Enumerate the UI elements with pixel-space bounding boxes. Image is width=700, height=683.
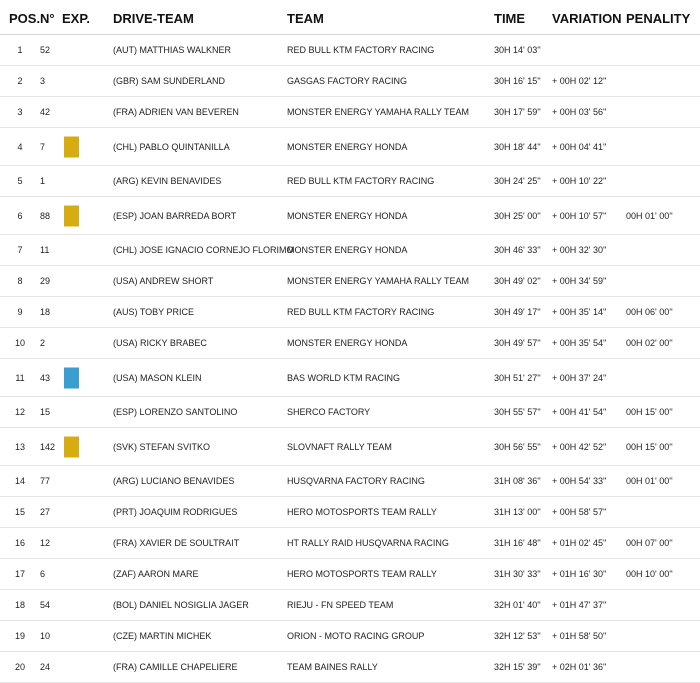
time-cell: 30H 25' 00''	[494, 210, 541, 221]
bib-number-cell: 3	[40, 76, 46, 86]
team-cell: HUSQVARNA FACTORY RACING	[287, 476, 425, 486]
penality-cell: 00H 01' 00''	[626, 210, 673, 221]
bib-number-cell: 6	[40, 569, 46, 579]
team-cell: HERO MOTOSPORTS TEAM RALLY	[287, 507, 437, 517]
variation-cell: + 02H 01' 36''	[552, 662, 607, 672]
team-cell: BAS WORLD KTM RACING	[287, 372, 401, 383]
experience-badge	[64, 205, 79, 226]
driver-cell: (ESP) JOAN BARREDA BORT	[113, 210, 237, 221]
driver-cell: (SVK) STEFAN SVITKO	[113, 441, 211, 452]
table-row[interactable]	[0, 397, 700, 428]
position-cell: 10	[14, 338, 25, 348]
table-row[interactable]	[0, 97, 700, 128]
driver-cell: (FRA) ADRIEN VAN BEVEREN	[113, 107, 239, 117]
table-row[interactable]	[0, 328, 700, 359]
time-cell: 30H 18' 44''	[494, 141, 541, 152]
time-cell: 31H 16' 48''	[494, 538, 541, 548]
position-cell: 18	[14, 600, 25, 610]
header-pos[interactable]: POS.	[9, 11, 41, 26]
driver-cell: (AUS) TOBY PRICE	[113, 307, 195, 317]
bib-number-cell: 18	[40, 307, 51, 317]
variation-cell: + 00H 10' 57''	[552, 210, 607, 221]
team-cell: MONSTER ENERGY YAMAHA RALLY TEAM	[287, 107, 470, 117]
bib-number-cell: 77	[40, 476, 51, 486]
position-cell: 14	[14, 476, 25, 486]
table-row[interactable]	[0, 128, 700, 166]
driver-cell: (USA) ANDREW SHORT	[113, 276, 214, 286]
team-cell: HERO MOTOSPORTS TEAM RALLY	[287, 569, 437, 579]
experience-badge	[64, 136, 79, 157]
driver-cell: (ESP) LORENZO SANTOLINO	[113, 407, 238, 417]
position-cell: 13	[14, 441, 25, 452]
variation-cell: + 00H 54' 33''	[552, 476, 607, 486]
penality-cell: 00H 15' 00''	[626, 441, 673, 452]
variation-cell: + 00H 42' 52''	[552, 441, 607, 452]
team-cell: MONSTER ENERGY HONDA	[287, 338, 408, 348]
team-cell: RED BULL KTM FACTORY RACING	[287, 307, 435, 317]
time-cell: 32H 12' 53''	[494, 631, 541, 641]
driver-cell: (FRA) CAMILLE CHAPELIERE	[113, 662, 238, 672]
time-cell: 30H 24' 25''	[494, 176, 541, 186]
team-cell: GASGAS FACTORY RACING	[287, 76, 408, 86]
variation-cell: + 00H 35' 54''	[552, 338, 607, 348]
time-cell: 31H 13' 00''	[494, 507, 541, 517]
driver-cell: (CHL) PABLO QUINTANILLA	[113, 141, 230, 152]
penality-cell: 00H 10' 00''	[626, 569, 673, 579]
table-row[interactable]	[0, 590, 700, 621]
variation-cell: + 00H 35' 14''	[552, 307, 607, 317]
team-cell: RED BULL KTM FACTORY RACING	[287, 45, 435, 55]
bib-number-cell: 2	[40, 338, 46, 348]
header-variation[interactable]: VARIATION	[552, 11, 622, 26]
bib-number-cell: 29	[40, 276, 51, 286]
position-cell: 20	[14, 662, 25, 672]
driver-cell: (FRA) XAVIER DE SOULTRAIT	[113, 538, 240, 548]
table-row[interactable]	[0, 359, 700, 397]
variation-cell: + 01H 58' 50''	[552, 631, 607, 641]
penality-cell: 00H 15' 00''	[626, 407, 673, 417]
driver-cell: (AUT) MATTHIAS WALKNER	[113, 45, 232, 55]
variation-cell: + 00H 02' 12''	[552, 76, 607, 86]
time-cell: 31H 30' 33''	[494, 569, 541, 579]
position-cell: 8	[17, 276, 23, 286]
time-cell: 30H 49' 57''	[494, 338, 541, 348]
bib-number-cell: 24	[40, 662, 51, 672]
driver-cell: (USA) RICKY BRABEC	[113, 338, 207, 348]
variation-cell: + 00H 41' 54''	[552, 407, 607, 417]
variation-cell: + 01H 47' 37''	[552, 600, 607, 610]
position-cell: 5	[17, 176, 23, 186]
team-cell: MONSTER ENERGY HONDA	[287, 245, 408, 255]
header-number[interactable]: N°	[40, 11, 55, 26]
team-cell: MONSTER ENERGY YAMAHA RALLY TEAM	[287, 276, 470, 286]
time-cell: 32H 15' 39''	[494, 662, 541, 672]
team-cell: SHERCO FACTORY	[287, 407, 371, 417]
team-cell: TEAM BAINES RALLY	[287, 662, 378, 672]
variation-cell: + 00H 10' 22''	[552, 176, 607, 186]
time-cell: 30H 16' 15''	[494, 76, 541, 86]
team-cell: RIEJU - FN SPEED TEAM	[287, 600, 394, 610]
time-cell: 30H 49' 02''	[494, 276, 541, 286]
table-row[interactable]	[0, 197, 700, 235]
table-row[interactable]	[0, 621, 700, 652]
position-cell: 12	[14, 407, 25, 417]
header-exp[interactable]: EXP.	[62, 11, 90, 26]
table-row[interactable]	[0, 428, 700, 466]
position-cell: 19	[14, 631, 25, 641]
bib-number-cell: 142	[40, 441, 56, 452]
time-cell: 30H 51' 27''	[494, 372, 541, 383]
position-cell: 9	[17, 307, 23, 317]
driver-cell: (GBR) SAM SUNDERLAND	[113, 76, 226, 86]
header-penality[interactable]: PENALITY	[626, 11, 691, 26]
penality-cell: 00H 02' 00''	[626, 338, 673, 348]
table-row[interactable]	[0, 297, 700, 328]
header-team[interactable]: TEAM	[287, 11, 324, 26]
team-cell: ORION - MOTO RACING GROUP	[287, 631, 425, 641]
bib-number-cell: 43	[40, 372, 51, 383]
position-cell: 17	[14, 569, 25, 579]
variation-cell: + 00H 34' 59''	[552, 276, 607, 286]
team-cell: MONSTER ENERGY HONDA	[287, 141, 408, 152]
position-cell: 6	[17, 210, 23, 221]
table-row[interactable]	[0, 166, 700, 197]
penality-cell: 00H 07' 00''	[626, 538, 673, 548]
driver-cell: (CZE) MARTIN MICHEK	[113, 631, 212, 641]
position-cell: 7	[17, 245, 23, 255]
position-cell: 4	[17, 141, 23, 152]
table-row[interactable]	[0, 652, 700, 683]
bib-number-cell: 15	[40, 407, 51, 417]
position-cell: 3	[17, 107, 23, 117]
table-row[interactable]	[0, 466, 700, 497]
table-body	[0, 35, 700, 683]
position-cell: 15	[14, 507, 25, 517]
time-cell: 30H 17' 59''	[494, 107, 541, 117]
header-time[interactable]: TIME	[494, 11, 526, 26]
time-cell: 30H 14' 03''	[494, 45, 541, 55]
variation-cell: + 00H 32' 30''	[552, 245, 607, 255]
bib-number-cell: 12	[40, 538, 51, 548]
position-cell: 2	[17, 76, 23, 86]
team-cell: RED BULL KTM FACTORY RACING	[287, 176, 435, 186]
bib-number-cell: 52	[40, 45, 51, 55]
bib-number-cell: 54	[40, 600, 51, 610]
driver-cell: (PRT) JOAQUIM RODRIGUES	[113, 507, 238, 517]
table-header	[0, 0, 700, 35]
driver-cell: (ARG) KEVIN BENAVIDES	[113, 176, 222, 186]
variation-cell: + 00H 03' 56''	[552, 107, 607, 117]
team-cell: MONSTER ENERGY HONDA	[287, 210, 408, 221]
table-row[interactable]	[0, 235, 700, 266]
team-cell: HT RALLY RAID HUSQVARNA RACING	[287, 538, 449, 548]
position-cell: 11	[15, 372, 25, 383]
time-cell: 30H 49' 17''	[494, 307, 541, 317]
variation-cell: + 01H 02' 45''	[552, 538, 607, 548]
position-cell: 16	[14, 538, 25, 548]
driver-cell: (BOL) DANIEL NOSIGLIA JAGER	[113, 600, 249, 610]
driver-cell: (USA) MASON KLEIN	[113, 372, 202, 383]
experience-badge	[64, 367, 79, 388]
bib-number-cell: 1	[40, 176, 46, 186]
driver-cell: (ARG) LUCIANO BENAVIDES	[113, 476, 235, 486]
position-cell: 1	[17, 45, 23, 55]
variation-cell: + 00H 58' 57''	[552, 507, 607, 517]
time-cell: 30H 56' 55''	[494, 441, 541, 452]
team-cell: SLOVNAFT RALLY TEAM	[287, 441, 392, 452]
bib-number-cell: 42	[40, 107, 51, 117]
driver-cell: (CHL) JOSE IGNACIO CORNEJO FLORIMO	[113, 245, 294, 255]
bib-number-cell: 27	[40, 507, 51, 517]
time-cell: 30H 55' 57''	[494, 407, 541, 417]
time-cell: 31H 08' 36''	[494, 476, 541, 486]
variation-cell: + 00H 37' 24''	[552, 372, 607, 383]
bib-number-cell: 88	[40, 210, 51, 221]
time-cell: 32H 01' 40''	[494, 600, 541, 610]
penality-cell: 00H 06' 00''	[626, 307, 673, 317]
bib-number-cell: 7	[40, 141, 46, 152]
bib-number-cell: 11	[40, 245, 50, 255]
driver-cell: (ZAF) AARON MARE	[113, 569, 199, 579]
table-row[interactable]	[0, 266, 700, 297]
penality-cell: 00H 01' 00''	[626, 476, 673, 486]
time-cell: 30H 46' 33''	[494, 245, 541, 255]
table-row[interactable]	[0, 497, 700, 528]
experience-badge	[64, 436, 79, 457]
variation-cell: + 00H 04' 41''	[552, 141, 607, 152]
table-row[interactable]	[0, 35, 700, 66]
table-row[interactable]	[0, 559, 700, 590]
variation-cell: + 01H 16' 30''	[552, 569, 607, 579]
table-row[interactable]	[0, 528, 700, 559]
bib-number-cell: 10	[40, 631, 51, 641]
header-drive-team[interactable]: DRIVE-TEAM	[113, 11, 194, 26]
table-row[interactable]	[0, 66, 700, 97]
